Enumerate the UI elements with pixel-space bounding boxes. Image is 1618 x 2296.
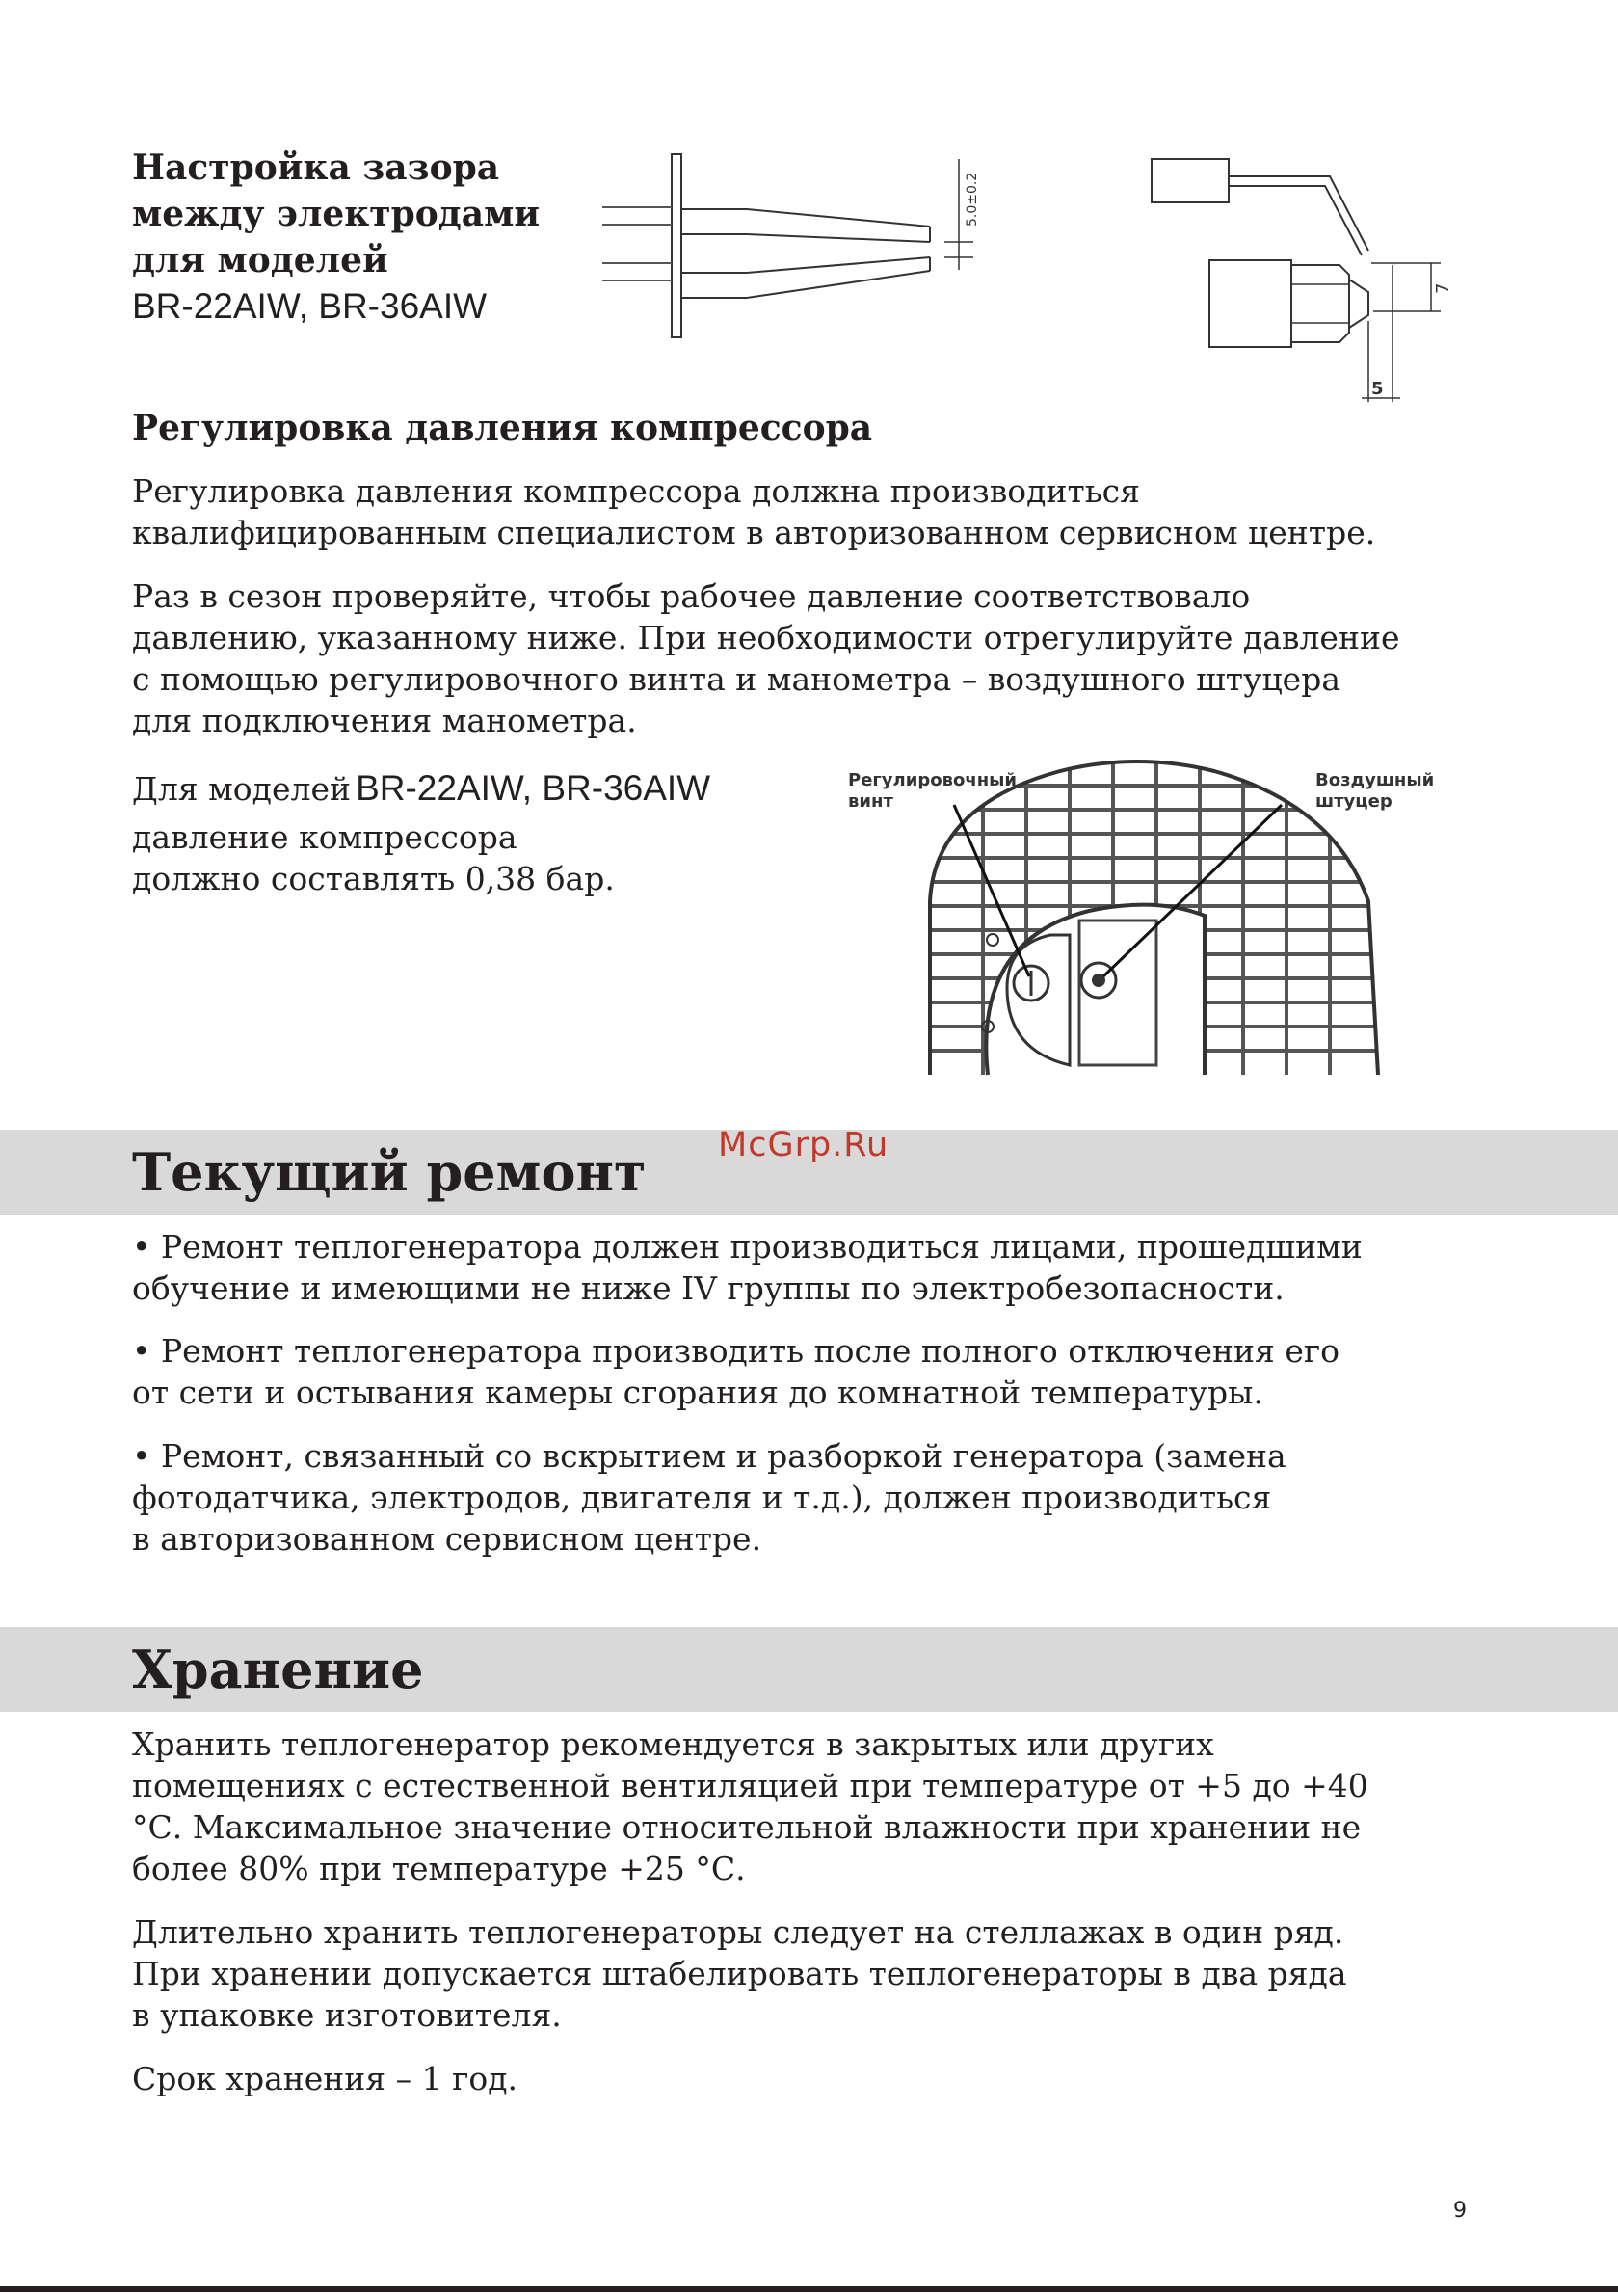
compressor-paragraph-2: Раз в сезон проверяйте, чтобы рабочее давление соответствовало давлению, указанному ниже. При необходимости отрегулируйте давление с помощью регулировочного винта и манометра – воздушного штуцера для подключения манометра. xyxy=(132,577,1400,739)
storage-paragraph-3: Срок хранения – 1 год. xyxy=(132,2060,518,2097)
compressor-pressure-block xyxy=(132,765,710,899)
compressor-models: BR-22AIW, BR-36AIW xyxy=(356,768,711,808)
page-number: 9 xyxy=(1453,2199,1467,2223)
electrode-gap-heading xyxy=(132,145,540,330)
nozzle-dim-horizontal: 5 xyxy=(1371,379,1384,399)
repair-item-1: • Ремонт теплогенератора должен производиться лицами, прошедшими обучение и имеющими не ниже IV группы по электробезопасности. xyxy=(132,1228,1363,1307)
label-air-fitting-2: штуцер xyxy=(1315,791,1393,812)
label-air-fitting-1: Воздушный xyxy=(1315,770,1435,790)
electrode-heading-line-2: между электродами xyxy=(132,194,541,234)
electrode-heading-line-1: Настройка зазора xyxy=(132,147,500,188)
storage-paragraph-2: Длительно хранить теплогенераторы следует на стеллажах в один ряд. При хранении допускается штабелировать теплогенераторы в два ряда в упаковке изготовителя. xyxy=(132,1913,1347,2034)
models-prefix: Для моделей xyxy=(132,770,351,808)
compressor-heading: Регулировка давления компрессора xyxy=(132,408,873,448)
storage-paragraph-1: Хранить теплогенератор рекомендуется в закрытых или других помещениях с естественной вентиляцией при температуре от +5 до +40 °С. Максимальное значение относительной влажности при хранении не более 80% при температуре +25 °С. xyxy=(132,1725,1368,1887)
repair-section-title: Текущий ремонт xyxy=(132,1141,647,1203)
electrode-gap-figure xyxy=(602,149,988,342)
electrode-models: BR-22AIW, BR-36AIW xyxy=(132,286,488,326)
electrode-heading-line-3: для моделей xyxy=(132,240,388,280)
storage-section-title: Хранение xyxy=(132,1639,424,1700)
electrode-dim-label: 5.0±0.2 xyxy=(965,172,980,227)
nozzle-figure xyxy=(1142,149,1470,410)
repair-item-3: • Ремонт, связанный со вскрытием и разборкой генератора (замена фотодатчика, электродов, двигателя и т.д.), должен производиться в авторизованном сервисном центре. xyxy=(132,1437,1286,1558)
watermark: McGrp.Ru xyxy=(718,1126,889,1164)
compressor-paragraph-1: Регулировка давления компрессора должна производиться квалифицированным специалистом в авторизованном сервисном центре. xyxy=(132,472,1376,551)
repair-item-2: • Ремонт теплогенератора производить после полного отключения его от сети и остывания камеры сгорания до комнатной температуры. xyxy=(132,1332,1340,1411)
pressure-line-2: должно составлять 0,38 бар. xyxy=(132,860,615,897)
bottom-rule xyxy=(0,2286,1618,2292)
label-adjust-screw-1: Регулировочный xyxy=(848,770,1018,790)
compressor-figure xyxy=(838,747,1436,1080)
label-adjust-screw-2: винт xyxy=(848,791,893,812)
nozzle-dim-vertical: 7 xyxy=(1433,282,1453,294)
pressure-line-1: давление компрессора xyxy=(132,818,517,856)
